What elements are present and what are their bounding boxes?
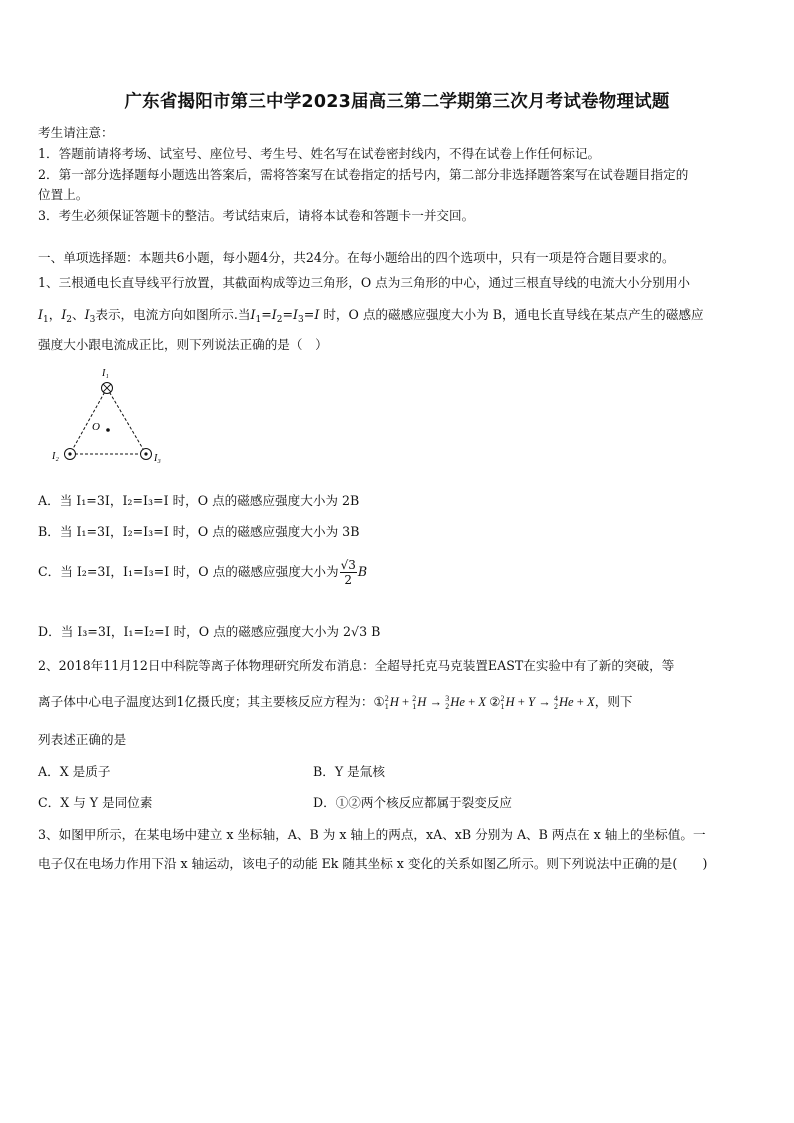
q1-option-b[interactable]: B．当 I₁=3I，I₂=I₃=I 时，O 点的磁感应强度大小为 3B [38,524,360,539]
label-i2: I₂ [52,451,59,462]
q3-stem-line2: 电子仅在电场力作用下沿 x 轴运动，该电子的动能 Ek 随其坐标 x 变化的关系如图乙所示。则下列说法中正确的是( ) [38,856,708,871]
q1-option-d[interactable] [38,621,380,640]
q2-option-d[interactable]: D．①②两个核反应都属于裂变反应 [313,795,513,810]
q1-stem-line3: 强度大小跟电流成正比，则下列说法正确的是（ ） [38,337,328,352]
notice-item-1: 1．答题前请将考场、试室号、座位号、考生号、姓名写在试卷密封线内，不得在试卷上作任何标记。 [38,146,601,161]
q1-option-d-value: 2√3 B [343,624,381,639]
q2-stem-line3: 列表述正确的是 [38,732,127,747]
q1-option-c[interactable] [38,558,367,587]
fraction-numerator: √3 [340,558,356,572]
q1-stem-line1: 1、三根通电长直导线平行放置，其截面构成等边三角形，O 点为三角形的中心，通过三根直导线的电流大小分别用小 [38,275,691,290]
triangle-edges [70,388,146,454]
q3-stem-line1: 3、如图甲所示，在某电场中建立 x 坐标轴，A、B 为 x 轴上的两点，xA、xB 分别为 A、B 两点在 x 轴上的坐标值。一 [38,827,706,842]
wire-i2-out-of-page-icon [65,449,76,460]
q1-option-c-text: C．当 I₂=3I，I₁=I₃=I 时，O 点的磁感应强度大小为 [38,564,339,579]
label-i1: I₁ [102,368,109,379]
q2-stem-line2-tail: ，则下 [594,694,633,709]
q2-stem-line2-text: 离子体中心电子温度达到1亿摄氏度；其主要核反应方程为： [38,694,374,709]
notice-item-2: 2．第一部分选择题每小题选出答案后，需将答案写在试卷指定的括号内，第二部分非选择题答案写在试卷题目指定的 [38,167,689,182]
section-heading: 一、单项选择题：本题共6小题，每小题4分，共24分。在每小题给出的四个选项中，只有一项是符合题目要求的。 [38,250,675,265]
q2-stem-line1: 2、2018年11月12日中科院等离子体物理研究所发布消息：全超导托克马克装置EAST在实验中有了新的突破，等 [38,658,675,673]
notice-item-3: 3．考生必须保证答题卡的整洁。考试结束后，请将本试卷和答题卡一并交回。 [38,208,475,223]
wire-i3-out-of-page-icon [141,449,152,460]
q1-option-c-unit: B [357,564,368,579]
q1-stem-line2-text: 表示，电流方向如图所示.当 [95,307,251,322]
q1-option-d-text: D．当 I₃=3I，I₁=I₂=I 时，O 点的磁感应强度大小为 [38,624,340,639]
q1-option-a[interactable]: A．当 I₁=3I，I₂=I₃=I 时，O 点的磁感应强度大小为 2B [38,493,360,508]
wire-i1-into-page-icon [102,383,113,394]
label-o: O [92,421,100,433]
q1-stem-line2: $I_1$，$I_2$、$I_3$表示，电流方向如图所示.当$I_1=I_2=I_3=I$ 时，O 点的磁感应强度大小为 B，通电长直导线在某点产生的磁感应 [38,307,704,325]
page-title: 广东省揭阳市第三中学2023届高三第二学期第三次月考试卷物理试题 [124,92,670,112]
q2-stem-line2 [38,691,633,711]
q1-triangle-diagram [50,364,180,470]
q2-equations: ① 2 1 H + 2 1 H → 3 2 He + X ② 2 1 H + Y → 4 2 He + X [373,694,595,712]
fraction-denominator: 2 [344,573,353,587]
q2-option-c[interactable]: C．X 与 Y 是同位素 [38,795,153,810]
q1-stem-line2-tail: 时，O 点的磁感应强度大小为 B，通电长直导线在某点产生的磁感应 [323,307,704,322]
q1-option-c-fraction [340,558,357,587]
q2-option-a[interactable]: A．X 是质子 [38,764,111,779]
center-point-o [106,428,110,432]
notice-head: 考生请注意： [38,125,114,140]
notice-item-2-cont: 位置上。 [38,187,89,202]
label-i3: I₃ [154,453,161,464]
q2-option-b[interactable]: B．Y 是氚核 [313,764,385,779]
